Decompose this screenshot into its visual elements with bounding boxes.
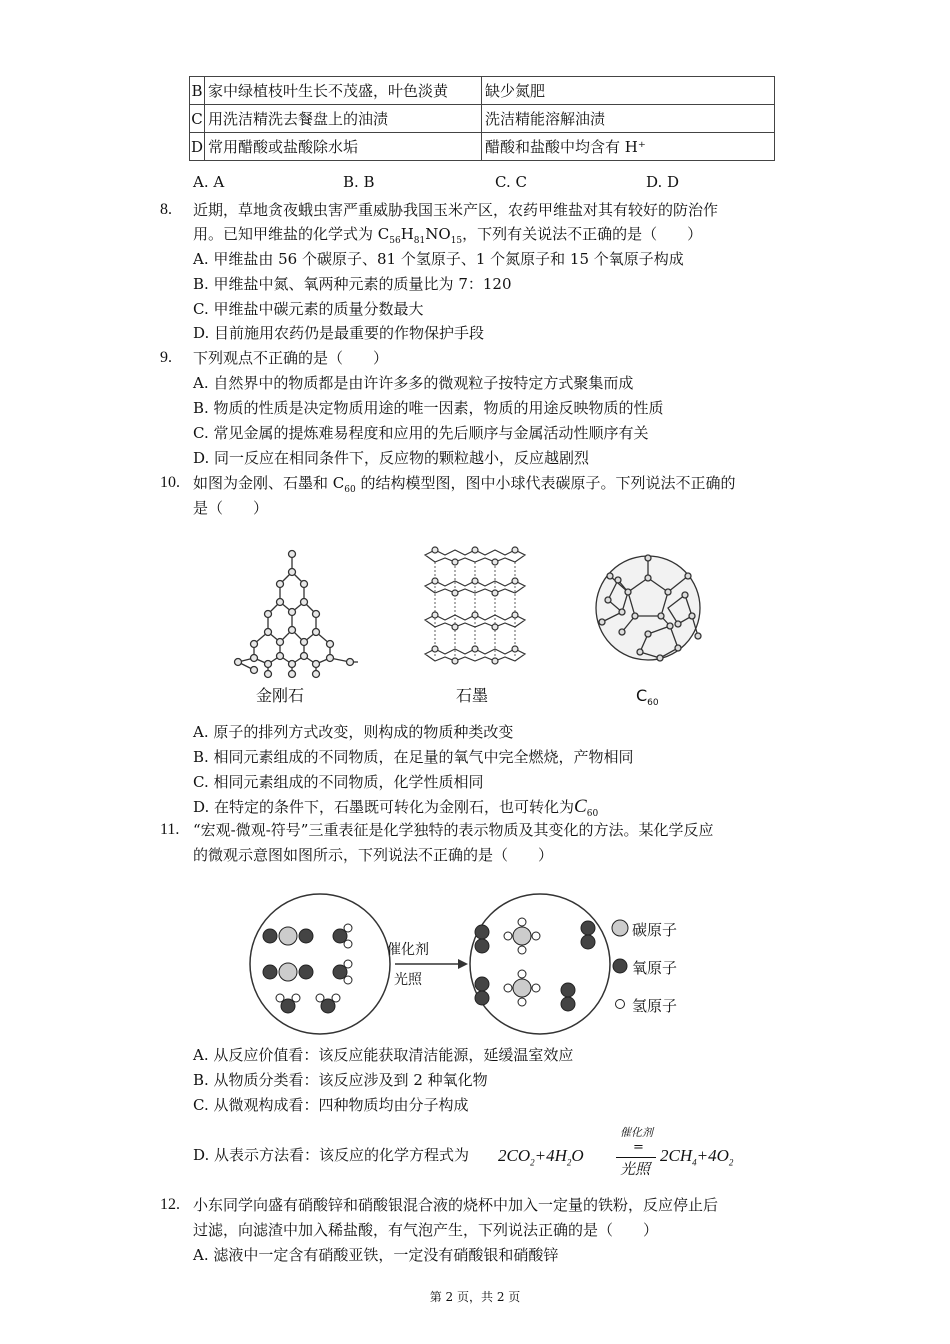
- equation-rhs: $2CH_4+4O_2$: [660, 1146, 734, 1168]
- q11-stem-2: 的微观示意图如图所示，下列说法不正确的是（ ）: [193, 846, 554, 864]
- legend-hydrogen: 氢原子: [632, 997, 678, 1015]
- table-row: [190, 133, 775, 161]
- q9-stem: 下列观点不正确的是（ ）: [193, 349, 389, 367]
- row-key: B: [190, 77, 205, 105]
- table-row: [190, 77, 775, 105]
- choice-a: A. A: [193, 173, 225, 191]
- row-explanation: 醋酸和盐酸中均含有 H⁺: [482, 133, 775, 161]
- o2-molecule: [475, 925, 489, 953]
- equation-sign: =: [633, 1140, 644, 1155]
- row-key: D: [190, 133, 205, 161]
- q10-number: 10.: [160, 474, 180, 491]
- row-explanation: 洗洁精能溶解油渍: [482, 105, 775, 133]
- equation-light: 光照: [620, 1162, 651, 1178]
- diamond-model: [235, 551, 359, 678]
- h2o-molecule: [316, 994, 340, 1013]
- equation-lhs: $2CO_2+4H_2O$: [498, 1146, 584, 1168]
- o2-molecule: [475, 977, 489, 1005]
- ch4-molecule: [504, 918, 540, 954]
- q8-stem-1: 近期，草地贪夜蛾虫害严重威胁我国玉米产区，农药甲维盐对其有较好的防治作: [193, 201, 719, 219]
- q12-stem-2: 过滤，向滤渣中加入稀盐酸，有气泡产生，下列说法正确的是（ ）: [193, 1221, 659, 1239]
- label-graphite: 石墨: [456, 686, 489, 705]
- q10-option-c: C. 相同元素组成的不同物质，化学性质相同: [193, 773, 484, 791]
- co2-molecule: [263, 963, 313, 981]
- q10-option-a: A. 原子的排列方式改变，则构成的物质种类改变: [193, 723, 514, 741]
- q8-option-b: B. 甲维盐中氮、氧两种元素的质量比为 7：120: [193, 275, 512, 293]
- reaction-condition-catalyst: 催化剂: [387, 942, 429, 958]
- page-footer: 第 2 页，共 2 页: [429, 1290, 521, 1304]
- q10-option-d: D. 在特定的条件下，石墨既可转化为金刚石，也可转化为$C_{60}$: [193, 796, 599, 819]
- h2o-molecule: [333, 924, 352, 948]
- answer-table: [189, 76, 775, 161]
- row-phenomenon: 常用醋酸或盐酸除水垢: [205, 133, 482, 161]
- q11-option-d: D. 从表示方法看：该反应的化学方程式为: [193, 1146, 470, 1164]
- oxygen-atom-icon: [613, 959, 627, 973]
- co2-molecule: [263, 927, 313, 945]
- h2o-molecule: [333, 960, 352, 984]
- q11-number: 11.: [160, 821, 180, 838]
- c60-model: [596, 555, 701, 661]
- q11-stem-1: “宏观-微观-符号”三重表征是化学独特的表示物质及其变化的方法。某化学反应: [193, 821, 714, 839]
- q9-option-b: B. 物质的性质是决定物质用途的唯一因素，物质的用途反映物质的性质: [193, 399, 664, 417]
- q10-stem-1: 如图为金刚、石墨和 $C_{60}$ 的结构模型图，图中小球代表碳原子。下列说法不正确的: [193, 474, 736, 495]
- o2-molecule: [581, 921, 595, 949]
- row-explanation: 缺少氮肥: [482, 77, 775, 105]
- q9-option-c: C. 常见金属的提炼难易程度和应用的先后顺序与金属活动性顺序有关: [193, 424, 649, 442]
- carbon-atom-icon: [612, 920, 628, 936]
- q8-number: 8.: [160, 201, 172, 218]
- graphite-model: [425, 547, 525, 664]
- label-c60: $C_{60}$: [636, 686, 659, 709]
- o2-molecule: [561, 983, 575, 1011]
- reaction-condition-light: 光照: [394, 972, 422, 988]
- row-phenomenon: 用洗洁精洗去餐盘上的油渍: [205, 105, 482, 133]
- label-diamond: 金刚石: [256, 686, 305, 705]
- row-phenomenon: 家中绿植枝叶生长不茂盛，叶色淡黄: [205, 77, 482, 105]
- legend-oxygen: 氧原子: [632, 959, 678, 977]
- q12-stem-1: 小东同学向盛有硝酸锌和硝酸银混合液的烧杯中加入一定量的铁粉，反应停止后: [193, 1196, 719, 1214]
- q9-option-d: D. 同一反应在相同条件下，反应物的颗粒越小，反应越剧烈: [193, 449, 590, 467]
- legend-carbon: 碳原子: [632, 921, 678, 939]
- choice-d: D. D: [646, 173, 680, 191]
- q9-number: 9.: [160, 349, 172, 366]
- q12-number: 12.: [160, 1196, 180, 1213]
- table-row: [190, 105, 775, 133]
- q8-option-a: A. 甲维盐由 56 个碳原子、81 个氢原子、1 个氮原子和 15 个氧原子构成: [193, 250, 684, 268]
- q10-stem-2: 是（ ）: [193, 499, 269, 517]
- q9-option-a: A. 自然界中的物质都是由许许多多的微观粒子按特定方式聚集而成: [193, 374, 634, 392]
- q8-option-d: D. 目前施用农药仍是最重要的作物保护手段: [193, 324, 485, 342]
- ch4-molecule: [504, 970, 540, 1006]
- choice-c: C. C: [495, 173, 527, 191]
- row-key: C: [190, 105, 205, 133]
- q10-option-b: B. 相同元素组成的不同物质，在足量的氧气中完全燃烧，产物相同: [193, 748, 634, 766]
- h2o-molecule: [276, 994, 300, 1013]
- q11-option-a: A. 从反应价值看：该反应能获取清洁能源，延缓温室效应: [193, 1046, 574, 1064]
- q11-option-c: C. 从微观构成看：四种物质均由分子构成: [193, 1096, 469, 1114]
- choice-b: B. B: [343, 173, 375, 191]
- q12-option-a: A. 滤液中一定含有硝酸亚铁，一定没有硝酸银和硝酸锌: [193, 1246, 559, 1264]
- q11-option-b: B. 从物质分类看：该反应涉及到 2 种氧化物: [193, 1071, 488, 1089]
- q8-option-c: C. 甲维盐中碳元素的质量分数最大: [193, 300, 424, 318]
- q8-stem-2: 用。已知甲维盐的化学式为 $C_{56}H_{81}NO_{15}$，下列有关说法不正确的是（ ）: [193, 225, 703, 246]
- equation-catalyst: 催化剂: [620, 1127, 653, 1139]
- hydrogen-atom-icon: [616, 1000, 625, 1009]
